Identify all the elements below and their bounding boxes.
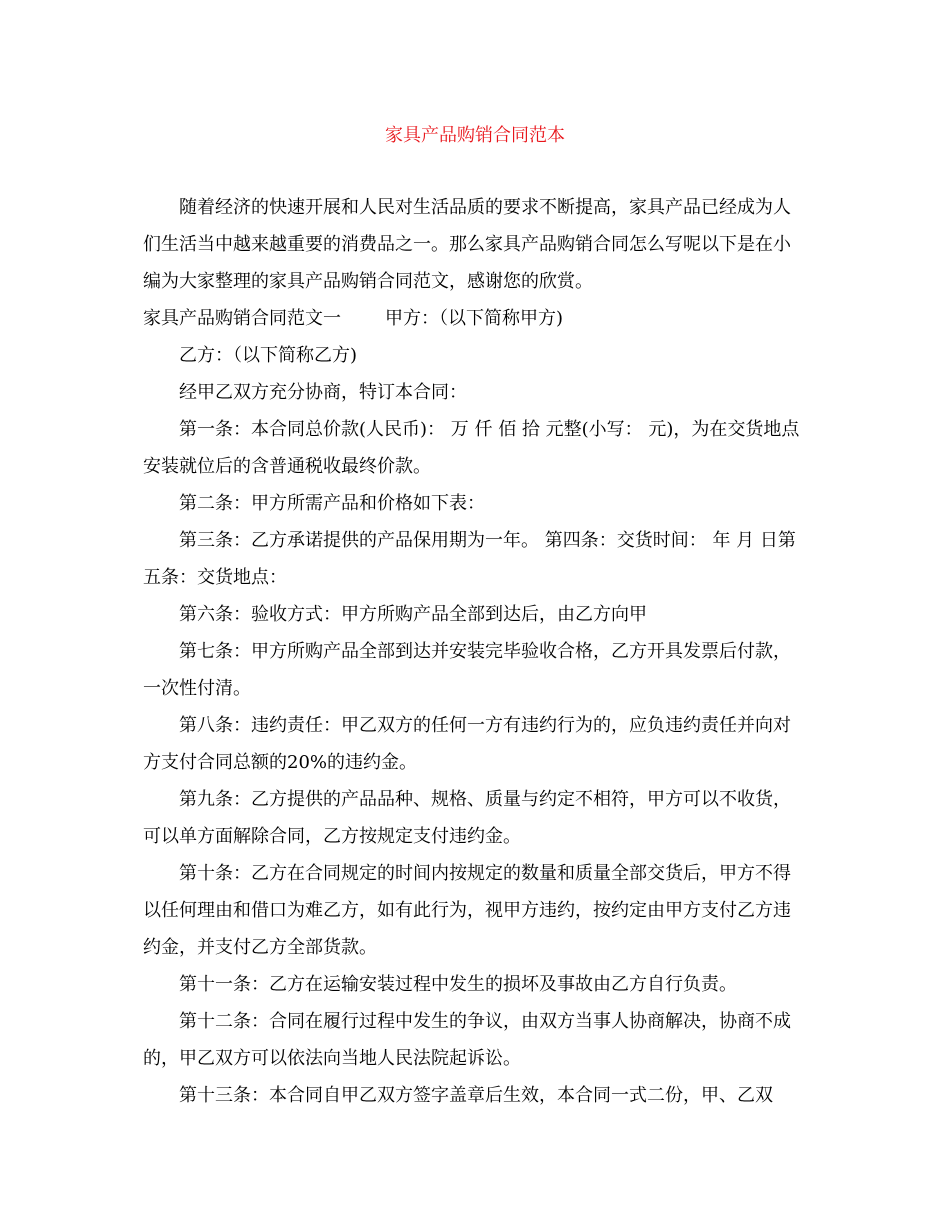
clause-7: 第七条：甲方所购产品全部到达并安装完毕验收合格，乙方开具发票后付款，一次性付清。 xyxy=(143,641,791,699)
party-b-line: 乙方：（以下简称乙方) xyxy=(179,345,358,366)
clause-8: 第八条：违约责任：甲乙双方的任何一方有违约行为的，应负违约责任并向对方支付合同总额的20%的违约金。 xyxy=(143,715,791,773)
clause-10: 第十条：乙方在合同规定的时间内按规定的数量和质量全部交货后，甲方不得以任何理由和借口为难乙方，如有此行为，视甲方违约，按约定由甲方支付乙方违约金，并支付乙方全部货款。 xyxy=(143,863,791,958)
section-heading-line xyxy=(143,300,807,337)
document-title: 家具产品购销合同范本 xyxy=(385,125,565,146)
clause-6: 第六条：验收方式：甲方所购产品全部到达后，由乙方向甲 xyxy=(179,604,647,625)
clause-3-5: 第三条：乙方承诺提供的产品保用期为一年。 第四条：交货时间： 年 月 日第五条：交货地点： xyxy=(143,530,796,588)
section-label: 家具产品购销合同范文一 xyxy=(143,308,341,329)
clause-12: 第十二条：合同在履行过程中发生的争议，由双方当事人协商解决，协商不成的，甲乙双方可以依法向当地人民法院起诉讼。 xyxy=(143,1011,791,1069)
party-a-line: 甲方：（以下简称甲方) xyxy=(385,308,564,329)
intro-paragraph: 随着经济的快速开展和人民对生活品质的要求不断提高，家具产品已经成为人们生活当中越来越重要的消费品之一。那么家具产品购销合同怎么写呢以下是在小编为大家整理的家具产品购销合同范文，感谢您的欣赏。 xyxy=(143,197,791,292)
document-body xyxy=(143,189,807,1114)
clause-13: 第十三条：本合同自甲乙双方签字盖章后生效，本合同一式二份，甲、乙双 xyxy=(179,1085,773,1106)
clause-2: 第二条：甲方所需产品和价格如下表： xyxy=(179,493,485,514)
clause-11: 第十一条：乙方在运输安装过程中发生的损坏及事故由乙方自行负责。 xyxy=(179,974,737,995)
agreement-line: 经甲乙双方充分协商，特订本合同： xyxy=(179,382,467,403)
clause-9: 第九条：乙方提供的产品品种、规格、质量与约定不相符，甲方可以不收货，可以单方面解除合同，乙方按规定支付违约金。 xyxy=(143,789,791,847)
clause-1: 第一条：本合同总价款(人民币)： 万 仟 佰 拾 元整(小写： 元)，为在交货地点安装就位后的含普通税收最终价款。 xyxy=(143,419,800,477)
